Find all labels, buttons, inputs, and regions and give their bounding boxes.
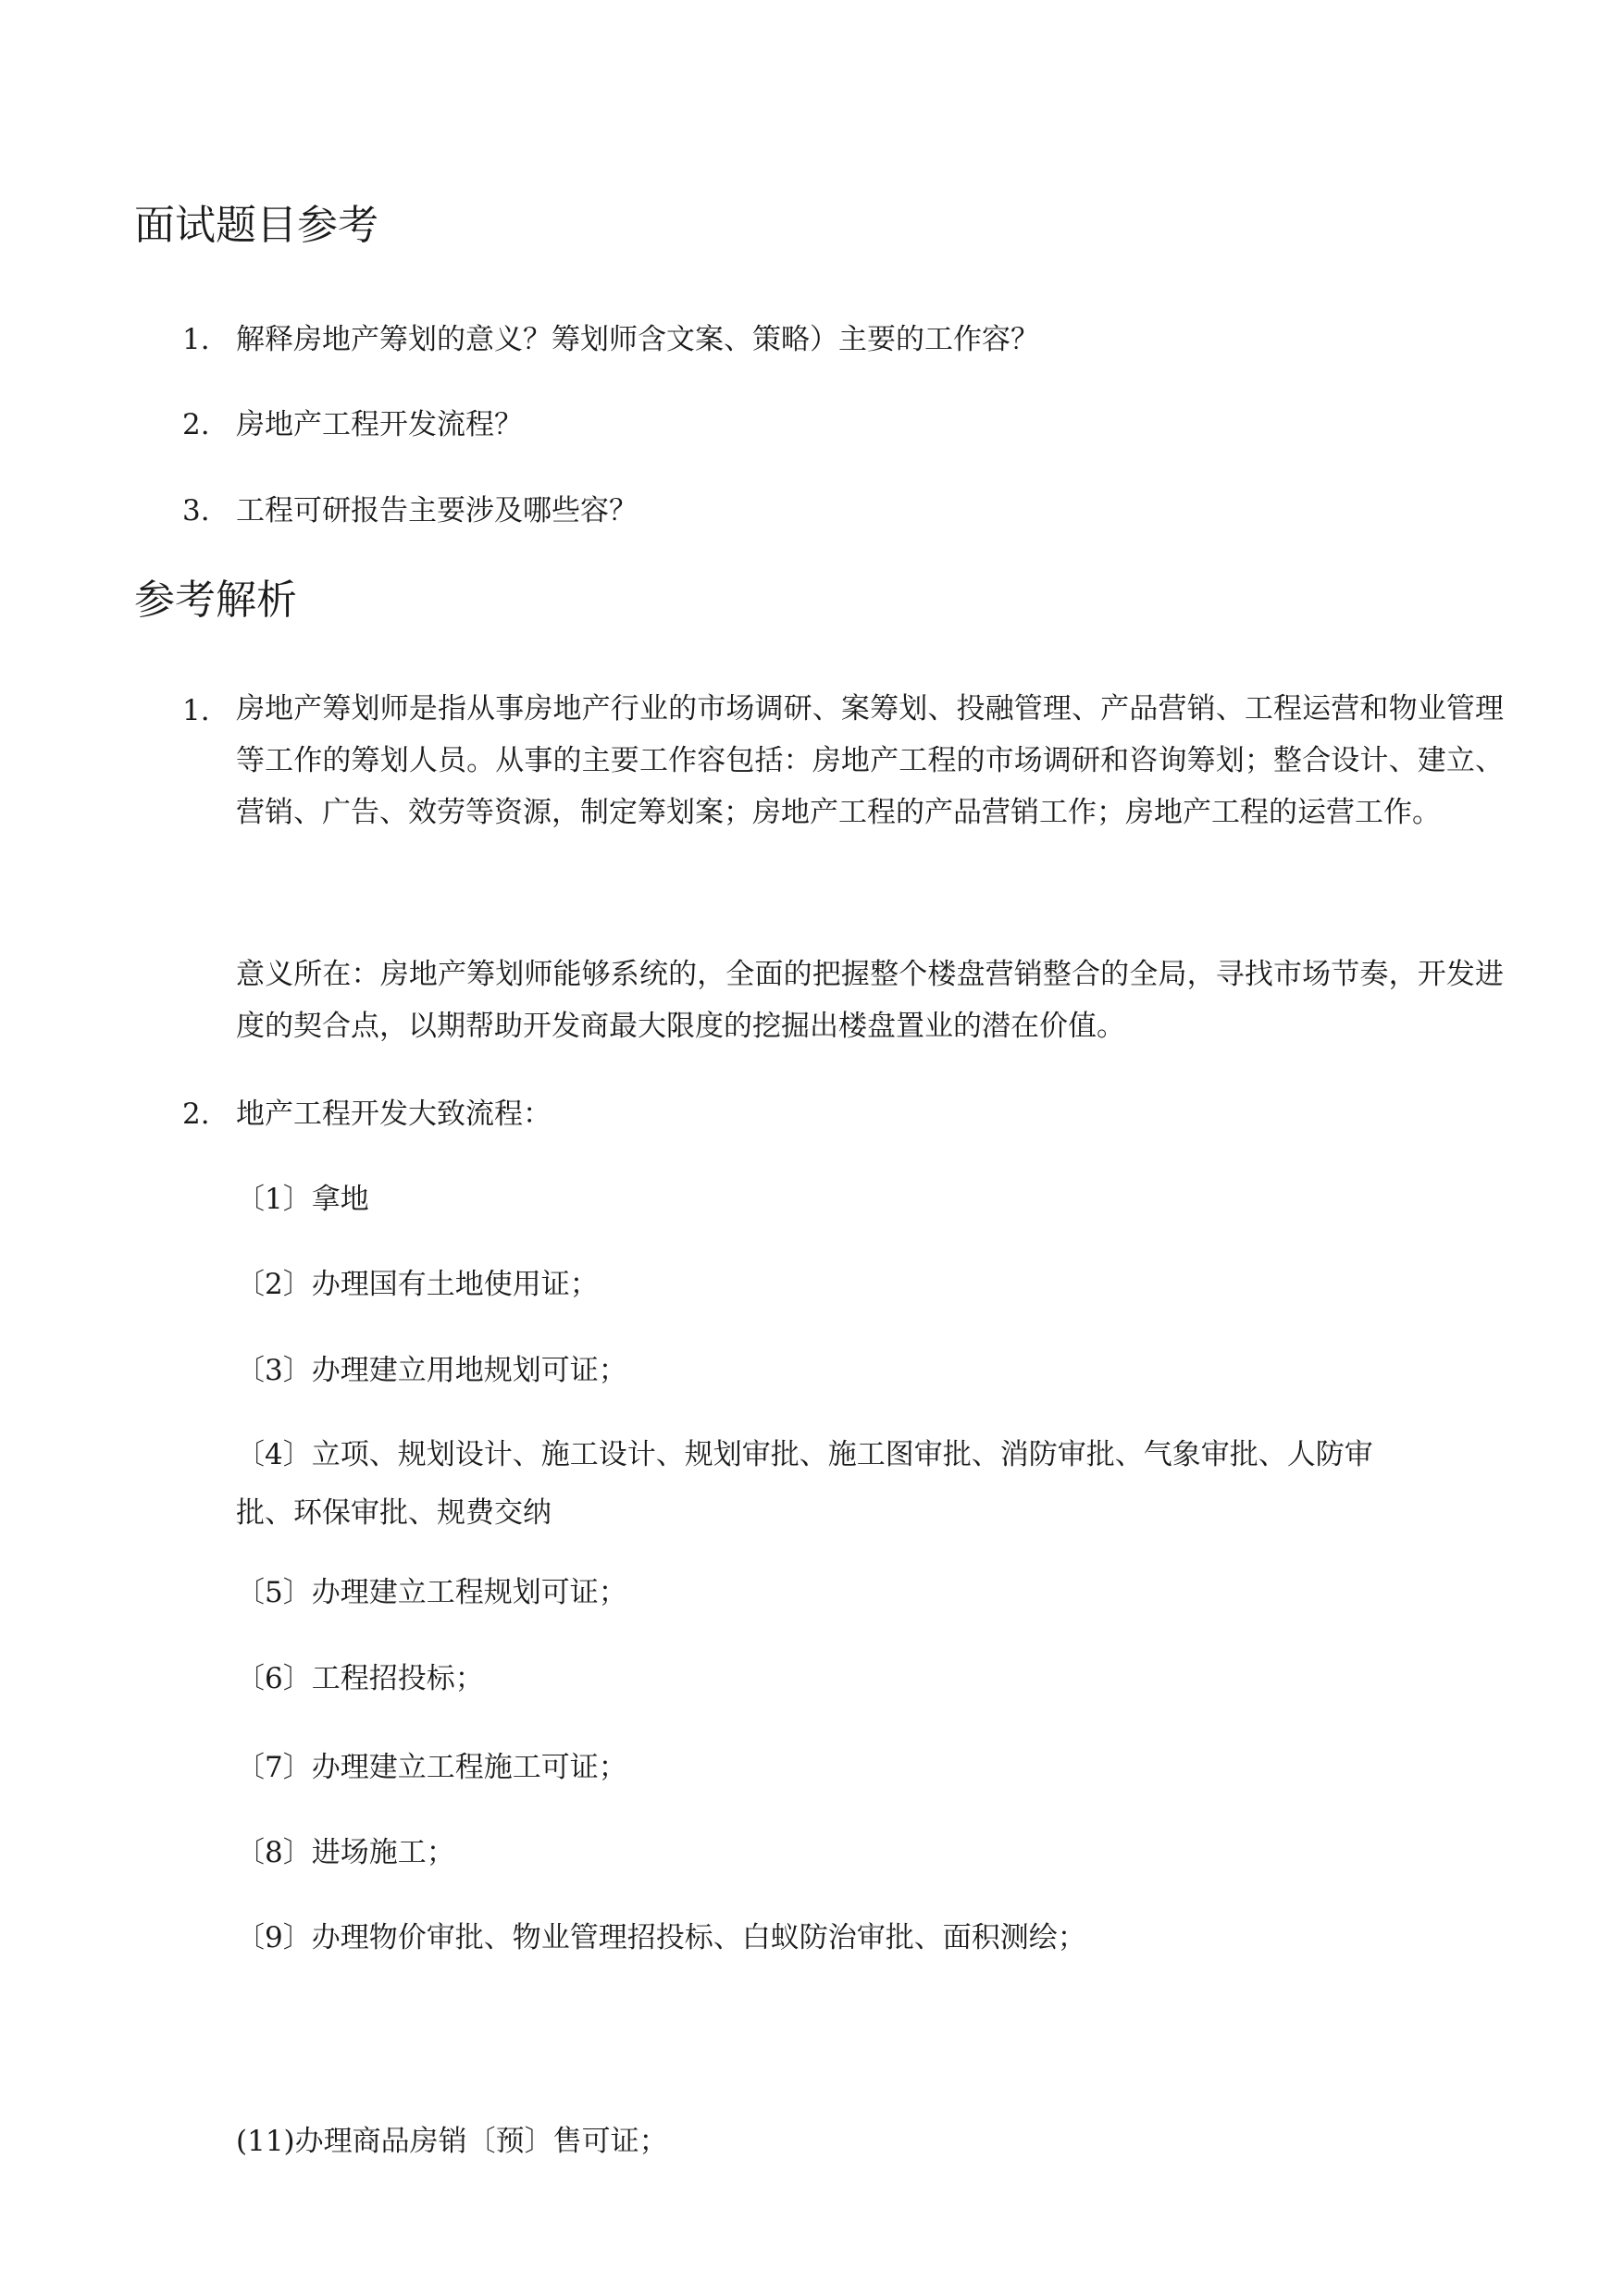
questions-heading: 面试题目参考 (134, 202, 378, 249)
question-number: 1. (182, 323, 210, 356)
question-text: 房地产工程开发流程？ (236, 408, 523, 441)
question-number: 3. (182, 494, 210, 527)
question-text: 解释房地产筹划的意义？筹划师含文案、策略）主要的工作容？ (236, 323, 1039, 356)
question-number: 2. (182, 408, 210, 441)
process-step-4: 〔4〕立项、规划设计、施工设计、规划审批、施工图审批、消防审批、气象审批、人防审批、环保审批、规费交纳 (236, 1438, 1373, 1530)
process-step-3: 〔3〕办理建立用地规划可证； (236, 1354, 627, 1387)
process-step-6: 〔6〕工程招投标； (236, 1662, 484, 1695)
process-step-7: 〔7〕办理建立工程施工可证； (236, 1751, 627, 1784)
answer-2-intro: 地产工程开发大致流程： (236, 1098, 552, 1131)
process-step-1: 〔1〕拿地 (236, 1183, 369, 1216)
answers-heading: 参考解析 (134, 577, 297, 624)
answer-number: 2. (182, 1098, 210, 1131)
process-step-5: 〔5〕办理建立工程规划可证； (236, 1576, 627, 1609)
process-step-8: 〔8〕进场施工； (236, 1836, 455, 1869)
process-step-9: 〔9〕办理物价审批、物业管理招投标、白蚁防治审批、面积测绘； (236, 1921, 1086, 1954)
answer-number: 1. (182, 694, 210, 727)
answer-1-paragraph-1: 房地产筹划师是指从事房地产行业的市场调研、案筹划、投融管理、产品营销、工程运营和物业管理等工作的筹划人员。从事的主要工作容包括：房地产工程的市场调研和咨询筹划；整合设计、建立、营销、广告、效劳等资源，制定筹划案；房地产工程的产品营销工作；房地产工程的运营工作。 (236, 692, 1504, 829)
question-text: 工程可研报告主要涉及哪些容？ (236, 494, 638, 527)
process-step-2: 〔2〕办理国有土地使用证； (236, 1268, 599, 1301)
process-step-11: (11)办理商品房销〔预〕售可证； (236, 2125, 668, 2158)
answer-1-paragraph-2: 意义所在：房地产筹划师能够系统的，全面的把握整个楼盘营销整合的全局，寻找市场节奏，开发进度的契合点，以期帮助开发商最大限度的挖掘出楼盘置业的潜在价值。 (236, 958, 1504, 1043)
